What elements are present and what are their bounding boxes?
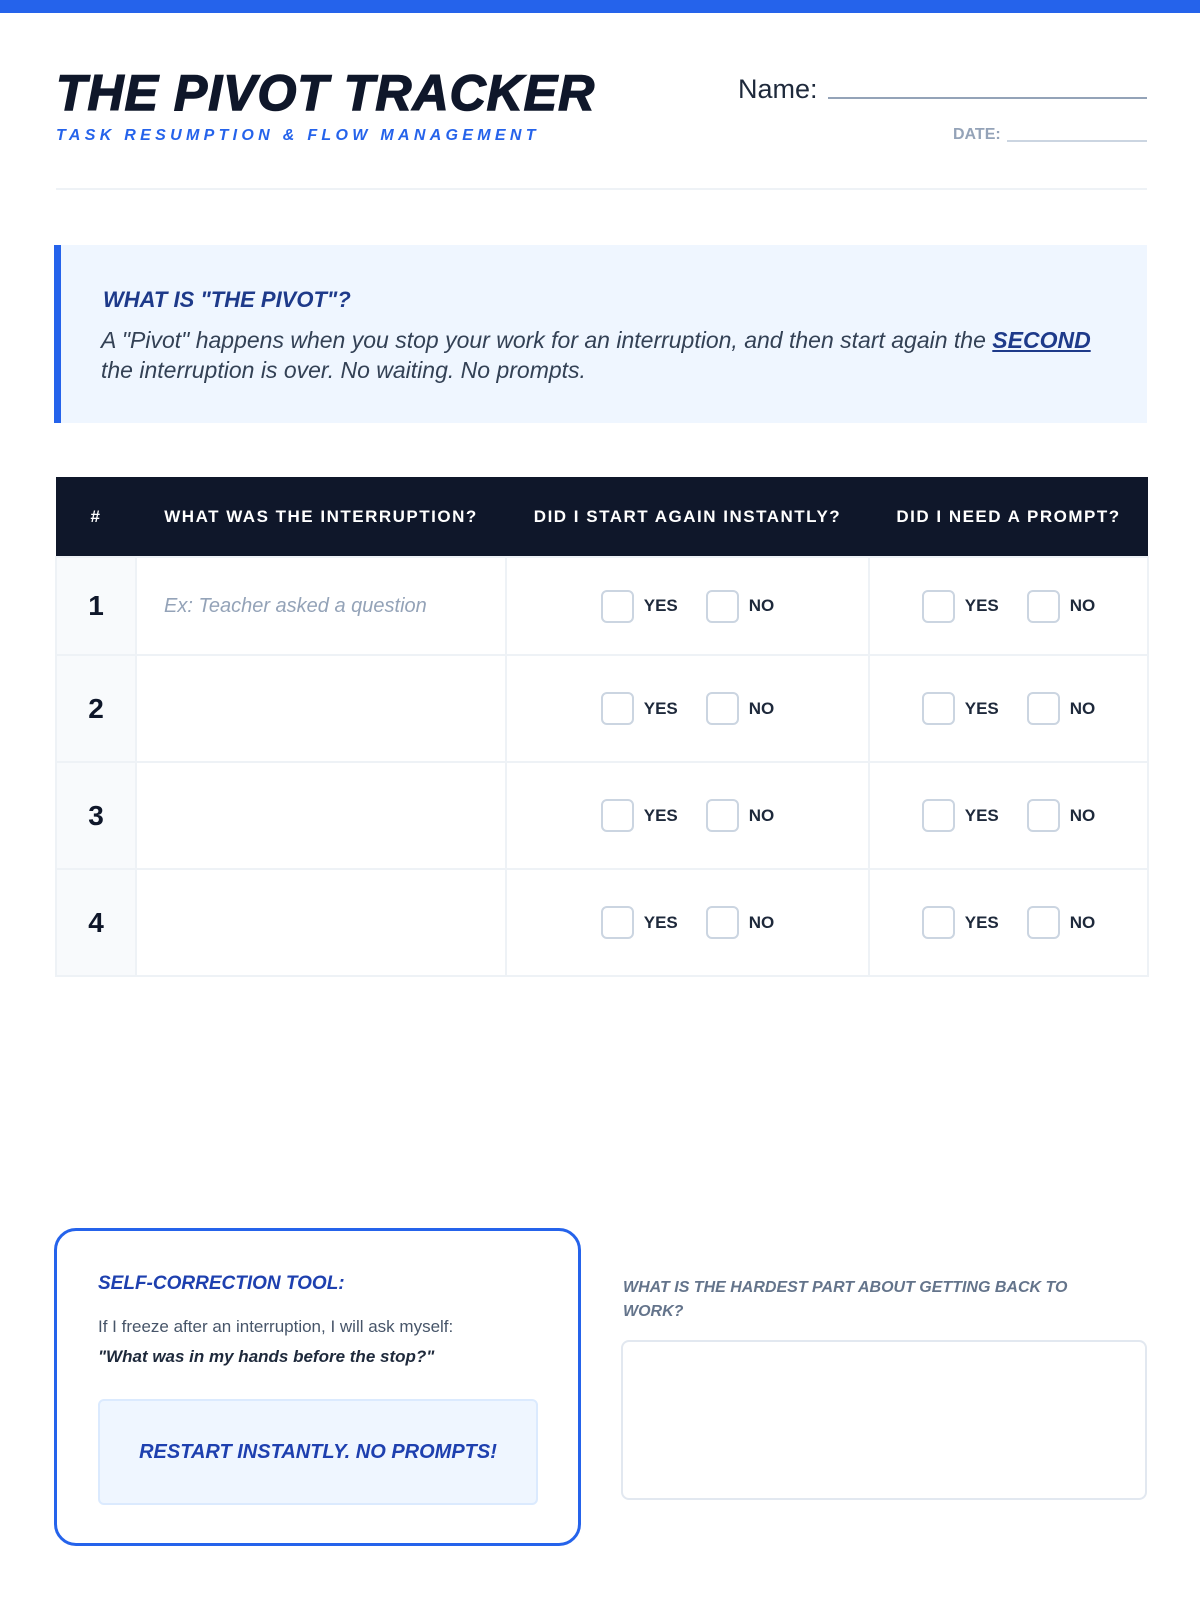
reflection-question: WHAT IS THE HARDEST PART ABOUT GETTING BACK TO WORK?	[623, 1279, 1068, 1320]
no-checkbox[interactable]	[706, 692, 739, 725]
started-again-yes-option[interactable]	[601, 799, 678, 832]
restart-callout-text: RESTART INSTANTLY. NO PROMPTS!	[139, 1440, 497, 1463]
yes-label: YES	[964, 912, 999, 932]
worksheet-header	[56, 60, 1147, 190]
started-again-cell	[506, 762, 869, 869]
needed-prompt-yes-option[interactable]	[922, 906, 999, 939]
table-header-row	[56, 477, 1148, 557]
self-correction-title: SELF-CORRECTION TOOL:	[98, 1273, 345, 1294]
started-again-cell	[506, 655, 869, 762]
needed-prompt-cell	[869, 762, 1148, 869]
started-again-yes-option[interactable]	[601, 590, 678, 623]
yes-checkbox[interactable]	[601, 692, 634, 725]
page-title: THE PIVOT TRACKER	[56, 65, 596, 121]
no-label: NO	[1069, 912, 1096, 932]
table-row	[56, 762, 1148, 869]
started-again-cell	[506, 557, 869, 655]
interruption-field[interactable]	[136, 869, 506, 976]
no-checkbox[interactable]	[706, 799, 739, 832]
restart-callout	[98, 1399, 538, 1505]
yes-checkbox[interactable]	[922, 906, 955, 939]
self-correction-tool	[54, 1228, 581, 1546]
no-label: NO	[748, 596, 775, 615]
no-checkbox[interactable]	[1027, 590, 1060, 623]
definition-callout	[54, 245, 1147, 423]
column-header-needed-prompt: DID I NEED A PROMPT?	[869, 477, 1148, 557]
date-field[interactable]	[1007, 140, 1147, 142]
yes-label: YES	[643, 596, 678, 615]
yes-checkbox[interactable]	[922, 590, 955, 623]
yes-checkbox[interactable]	[922, 799, 955, 832]
definition-text	[101, 325, 1111, 385]
needed-prompt-no-option[interactable]	[1027, 692, 1096, 725]
interruption-field[interactable]	[136, 655, 506, 762]
needed-prompt-no-option[interactable]	[1027, 799, 1096, 832]
started-again-no-option[interactable]	[706, 906, 775, 939]
yes-checkbox[interactable]	[601, 590, 634, 623]
started-again-yes-option[interactable]	[601, 906, 678, 939]
date-label: DATE:	[953, 126, 1001, 143]
row-number: 2	[56, 655, 136, 762]
no-checkbox[interactable]	[1027, 799, 1060, 832]
needed-prompt-yes-option[interactable]	[922, 590, 999, 623]
no-label: NO	[748, 912, 775, 932]
no-label: NO	[748, 805, 775, 825]
no-label: NO	[1069, 805, 1096, 825]
column-header-interruption: WHAT WAS THE INTERRUPTION?	[136, 477, 506, 557]
yes-label: YES	[964, 596, 999, 615]
table-row	[56, 869, 1148, 976]
needed-prompt-no-option[interactable]	[1027, 590, 1096, 623]
yes-label: YES	[964, 698, 999, 718]
needed-prompt-yes-option[interactable]	[922, 692, 999, 725]
started-again-no-option[interactable]	[706, 799, 775, 832]
row-number: 3	[56, 762, 136, 869]
table-row	[56, 655, 1148, 762]
definition-title: WHAT IS "THE PIVOT"?	[103, 287, 351, 312]
page-subtitle: TASK RESUMPTION & FLOW MANAGEMENT	[56, 127, 540, 144]
no-label: NO	[748, 698, 775, 718]
row-number: 1	[56, 557, 136, 655]
started-again-cell	[506, 869, 869, 976]
yes-label: YES	[643, 805, 678, 825]
yes-checkbox[interactable]	[601, 799, 634, 832]
yes-checkbox[interactable]	[922, 692, 955, 725]
definition-text-start: A "Pivot" happens when you stop your work for an interruption, and then start again the	[101, 327, 993, 353]
pivot-tracker-table	[55, 477, 1149, 977]
needed-prompt-cell	[869, 869, 1148, 976]
no-label: NO	[1069, 596, 1096, 615]
self-correction-text: If I freeze after an interruption, I will ask myself:	[98, 1317, 454, 1336]
yes-label: YES	[643, 698, 678, 718]
started-again-yes-option[interactable]	[601, 692, 678, 725]
started-again-no-option[interactable]	[706, 692, 775, 725]
needed-prompt-no-option[interactable]	[1027, 906, 1096, 939]
yes-checkbox[interactable]	[601, 906, 634, 939]
needed-prompt-yes-option[interactable]	[922, 799, 999, 832]
definition-emphasis: SECOND	[992, 327, 1091, 353]
yes-label: YES	[964, 805, 999, 825]
interruption-field[interactable]	[136, 762, 506, 869]
name-field[interactable]	[828, 97, 1147, 99]
top-accent-bar	[0, 0, 1200, 13]
definition-text-end: the interruption is over. No waiting. No prompts.	[101, 357, 586, 383]
yes-label: YES	[643, 912, 678, 932]
no-label: NO	[1069, 698, 1096, 718]
started-again-no-option[interactable]	[706, 590, 775, 623]
self-correction-quote: "What was in my hands before the stop?"	[98, 1347, 435, 1366]
no-checkbox[interactable]	[706, 590, 739, 623]
name-label: Name:	[738, 74, 818, 104]
no-checkbox[interactable]	[1027, 906, 1060, 939]
table-row	[56, 557, 1148, 655]
column-header-started-again: DID I START AGAIN INSTANTLY?	[506, 477, 869, 557]
needed-prompt-cell	[869, 655, 1148, 762]
needed-prompt-cell	[869, 557, 1148, 655]
interruption-field[interactable]: Ex: Teacher asked a question	[136, 557, 506, 655]
no-checkbox[interactable]	[706, 906, 739, 939]
no-checkbox[interactable]	[1027, 692, 1060, 725]
column-header-number: #	[56, 477, 136, 557]
row-number: 4	[56, 869, 136, 976]
reflection-answer-field[interactable]	[621, 1340, 1147, 1500]
